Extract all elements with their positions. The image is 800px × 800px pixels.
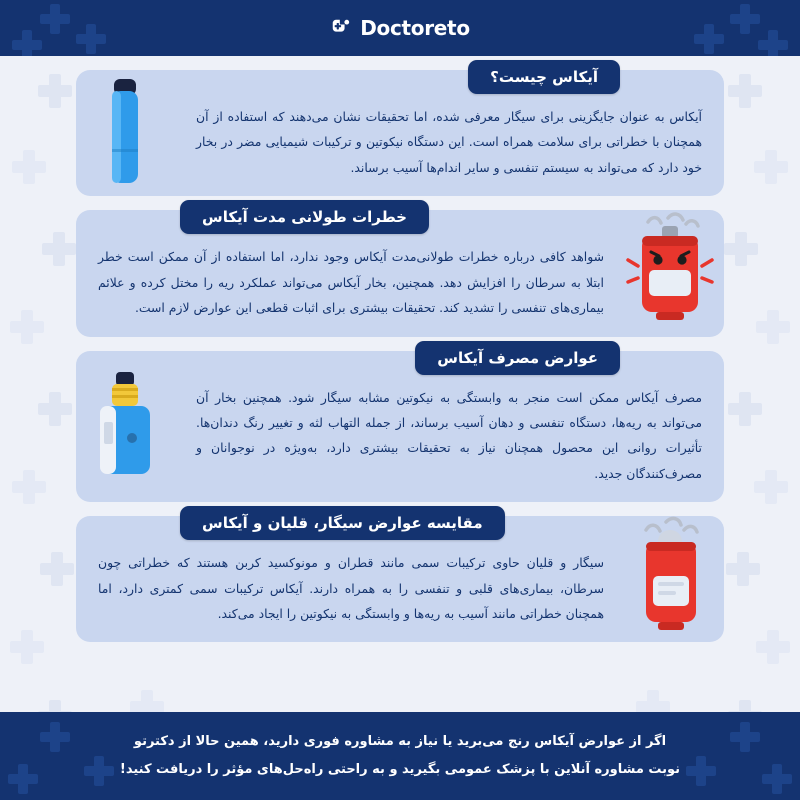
section-title: خطرات طولانی مدت آیکاس — [180, 200, 429, 234]
page-header — [0, 0, 800, 56]
section-what-is-iqos — [76, 70, 724, 196]
section-body: آیکاس به عنوان جایگزینی برای سیگار معرفی شده، اما تحقیقات نشان می‌دهند که استفاده از آن همچنان با خطراتی برای سلامت همراه است. این دستگاه نیکوتین و ترکیبات شیمیایی مضر در بخار خود دارد که می‌تواند به سیستم تنفسی و سایر اندام‌ها آسیب برساند. — [196, 109, 702, 175]
medical-cross-logo-icon — [330, 17, 352, 39]
blue-vape-device-icon — [70, 364, 178, 488]
section-comparison — [76, 516, 724, 642]
footer-line-2: نوبت مشاوره آنلاین با پزشک عمومی بگیرید و به راحتی راه‌حل‌های مؤثر را دریافت کنید! — [119, 762, 681, 777]
brand-logo[interactable] — [330, 16, 470, 40]
blue-vape-pen-icon — [70, 71, 178, 195]
section-body: مصرف آیکاس ممکن است منجر به وابستگی به نیکوتین مشابه سیگار شود. همچنین بخار آن می‌تواند به ریه‌ها، دستگاه تنفسی و دهان آسیب برساند، از جمله التهاب لثه و تغییر رنگ دندان‌ها. تأثیرات روانی این محصول همچنان نیاز به تحقیقات بیشتری دارد، به‌ویژه در نوجوانان و مصرف‌کنندگان جدید. — [196, 389, 702, 481]
section-title: عوارض مصرف آیکاس — [415, 341, 620, 375]
infographic-sections — [0, 56, 800, 642]
page-footer — [0, 712, 800, 800]
red-smoking-vape-icon — [612, 514, 730, 644]
section-title: مقایسه عوارض سیگار، قلیان و آیکاس — [180, 506, 505, 540]
section-side-effects — [76, 348, 724, 503]
section-title: آیکاس چیست؟ — [468, 60, 620, 94]
footer-line-1: اگر از عوارض آیکاس رنج می‌برید یا نیاز به مشاوره فوری دارید، همین حالا از دکترتو — [133, 733, 667, 749]
section-body: سیگار و قلیان حاوی ترکیبات سمی مانند قطران و مونوکسید کربن هستند که خطراتی چون سرطان، بیماری‌های قلبی و تنفسی را به همراه دارند. آیکاس ترکیبات سمی کمتری دارد، اما همچنان خطراتی مانند آسیب به ریه‌ها و وابستگی به نیکوتین را ایجاد می‌کند. — [98, 555, 604, 622]
angry-red-vape-character-icon — [612, 208, 730, 338]
section-long-term-risks — [76, 210, 724, 336]
section-body: شواهد کافی درباره خطرات طولانی‌مدت آیکاس وجود ندارد، اما استفاده از آن ممکن است خطر ابتلا به سرطان را افزایش دهد. همچنین، بخار آیکاس می‌تواند عملکرد ریه را مختل کرده و علائم بیماری‌های تنفسی را تشدید کند. تحقیقات بیشتری برای اثبات قطعی این عوارض لازم است. — [98, 249, 604, 316]
brand-name: Doctoreto — [360, 16, 470, 40]
